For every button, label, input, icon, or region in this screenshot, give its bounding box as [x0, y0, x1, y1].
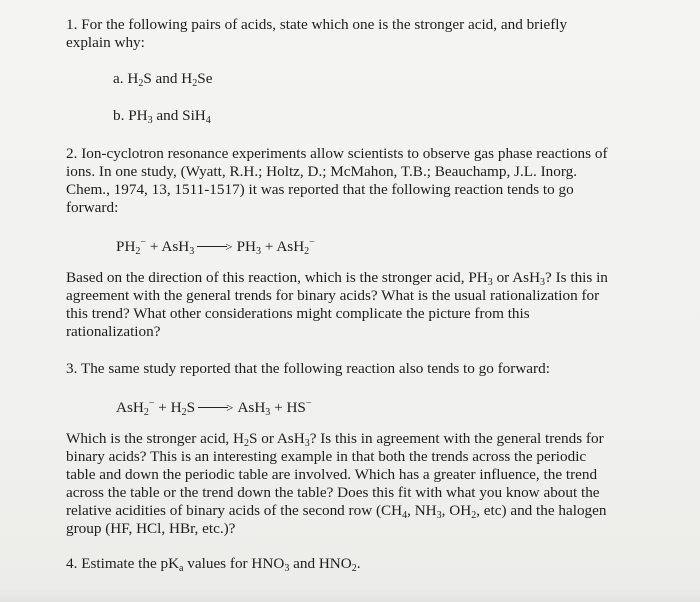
q1-line2: explain why: — [66, 34, 145, 51]
q3-reaction-equation: $AsH_2^- + H_2S > AsH_3 + HS^-$ — [116, 398, 312, 419]
q1-item-b: b. $PH_3$ and SiH$_4$ — [113, 107, 211, 126]
q2-para-line4: rationalization? — [66, 323, 161, 340]
q2-para-line3: this trend? What other considerations might complicate the picture from this — [66, 305, 530, 322]
q3-para-line4: across the table or the trend down the table? Does this fit with what you know about the — [66, 484, 600, 501]
q2-line4: forward: — [66, 199, 119, 216]
q3-line1: 3. The same study reported that the following reaction also tends to go forward: — [66, 360, 550, 377]
q1-item-a: a. $H_2S$ and $H_2Se$ — [113, 70, 213, 89]
q2-line3: Chem., 1974, 13, 1511-1517) it was reported that the following reaction tends to go — [66, 181, 574, 198]
q1-line1: 1. For the following pairs of acids, state which one is the stronger acid, and briefly — [66, 16, 568, 33]
q3-para-line6: group (HF, HCl, HBr, etc.)? — [66, 520, 236, 537]
reaction-arrow — [197, 246, 227, 247]
q4-line: 4. Estimate the $pK_a$ values for $HNO_3$ and $HNO_2$. — [66, 555, 361, 574]
q2-para-line1: Based on the direction of this reaction, which is the stronger acid, $PH_3$ or AsH$_3$? Is this in — [66, 269, 608, 288]
q3-para-line3: table and down the periodic table are involved. Which has a greater influence, the trend — [66, 466, 598, 483]
reaction-arrow — [198, 407, 228, 408]
q2-reaction-equation: $PH_2^- + AsH_3 > PH_3 + AsH_2^-$ — [116, 237, 315, 258]
q3-para-line5: relative acidities of binary acids of the second row ($CH_4$, $NH_3$, $OH_2$, etc) and the halogen — [66, 502, 607, 521]
q2-line1: 2. Ion-cyclotron resonance experiments allow scientists to observe gas phase reactions of — [66, 145, 608, 162]
q3-para-line2: binary acids? This is an interesting example in that both the trends across the periodic — [66, 448, 587, 465]
q2-para-line2: agreement with the general trends for binary acids? What is the usual rationalization for — [66, 287, 600, 304]
page-bottom-shadow — [0, 588, 700, 602]
q3-para-line1: Which is the stronger acid, $H_2S$ or AsH$_3$? Is this in agreement with the general trends for — [66, 430, 604, 449]
q2-line2: ions. In one study, (Wyatt, R.H.; Holtz, D.; McMahon, T.B.; Beauchamp, J.L. Inorg. — [66, 163, 578, 180]
